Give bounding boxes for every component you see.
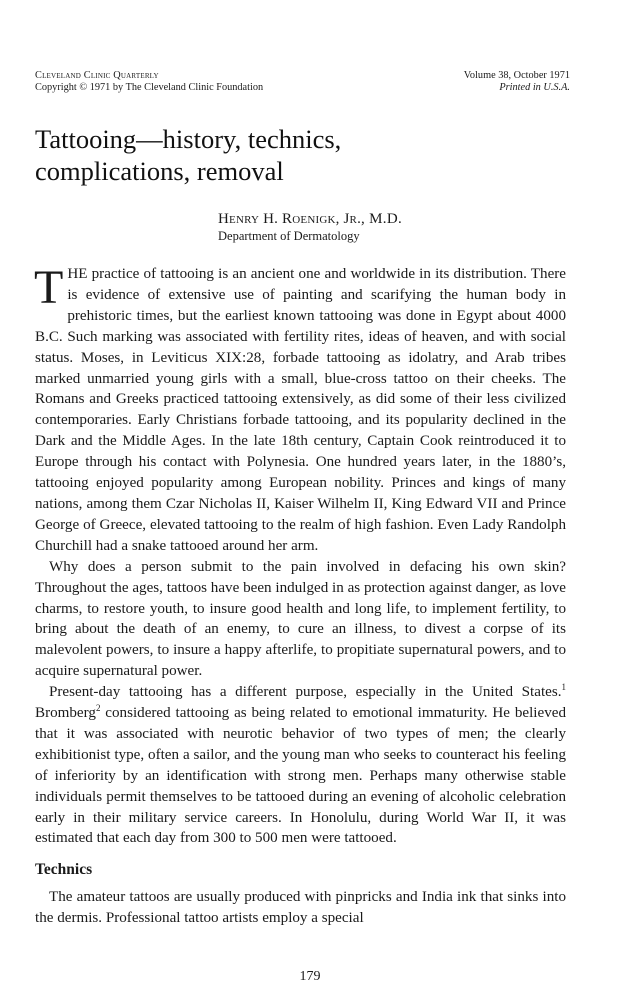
title-line-1: Tattooing—history, technics, (35, 124, 342, 154)
running-header-left (35, 70, 263, 94)
copyright-line: Copyright © 1971 by The Cleveland Clinic Foundation (35, 82, 264, 93)
printed-line: Printed in U.S.A. (499, 82, 570, 93)
article-body (34, 261, 566, 929)
author-line (218, 210, 402, 228)
paragraph-3 (35, 682, 566, 849)
running-header-right (464, 70, 570, 94)
drop-cap: T (34, 261, 64, 314)
page-number: 179 (299, 969, 321, 984)
paragraph-3-text-a: Present-day tattooing has a different purpose, especially in the United States. (49, 684, 562, 701)
paragraph-1-text: HE practice of tattooing is an ancient one and worldwide in its distribution. There is evidence of extensive use of painting and scarifying the human body in prehistoric times, but the earliest known tattooing was done in Egypt about 4000 B.C. Such marking was associated with fertility rites, ideas of heaven, and with social status. Moses, in Leviticus XIX:28, forbade tattooing as idolatry, and Arab tribes marked unmarried young girls with a small, blue-cross tattoo on their cheeks. The Romans and Greeks practiced tattooing extensively, as did some of their less civilized contemporaries. Early Christians forbade tattooing, and its popularity declined in the Dark and the Middle Ages. In the late 18th century, Captain Cook reintroduced it to Europe through his contact with Polynesia. One hundred years later, in the 1880’s, tattooing enjoyed popularity among European nobility. Princes and kings of many nations, among them Czar Nicholas II, Kaiser Wilhelm II, King Edward VII and Prince George of Greece, elevated tattooing to the realm of high fashion. Even Lady Randolph Churchill had a snake tattooed around her arm. (35, 266, 566, 554)
author-name: Henry H. Roenigk, Jr. (218, 211, 362, 227)
citation-ref-2: 2 (95, 703, 101, 714)
paragraph-1 (34, 261, 566, 557)
paragraph-3-text-b: Bromberg (35, 705, 96, 722)
author-department: Department of Dermatology (218, 229, 360, 243)
paragraph-2: Why does a person submit to the pain involved in defacing his own skin? Throughout the ages, tattoos have been indulged in as protection against danger, as love charms, to restore youth, to insure good health and long life, to implement fertility, to bring about the death of an enemy, to cure an illness, to divest a corpse of its malevolent powers, to insure a happy afterlife, to propitiate supernatural powers, and to acquire supernatural power. (35, 558, 566, 680)
section-heading-technics: Technics (35, 861, 93, 879)
paragraph-4: The amateur tattoos are usually produced with pinpricks and India ink that sinks into the dermis. Professional tattoo artists employ a special (35, 889, 566, 927)
title-line-2: complications, removal (35, 156, 284, 186)
author-degree: , M.D. (361, 211, 403, 227)
journal-name: Cleveland Clinic Quarterly (35, 70, 159, 81)
paragraph-3-text-c: considered tattooing as being related to emotional immaturity. He believed that it was associated with neurotic behavior of two types of men; the clearly exhibitionist type, often a sailor, and the young man who seeks to counteract his feeling of inferiority by an identification with strong men. Perhaps many otherwise stable individuals permit themselves to be tattooed during an evening of alcoholic celebration early in their military service careers. In Honolulu, during World War II, it was estimated that each day from 300 to 500 men were tattooed. (35, 705, 566, 847)
volume-line: Volume 38, October 1971 (463, 70, 570, 81)
article-title (35, 123, 341, 187)
citation-ref-1: 1 (561, 682, 566, 693)
